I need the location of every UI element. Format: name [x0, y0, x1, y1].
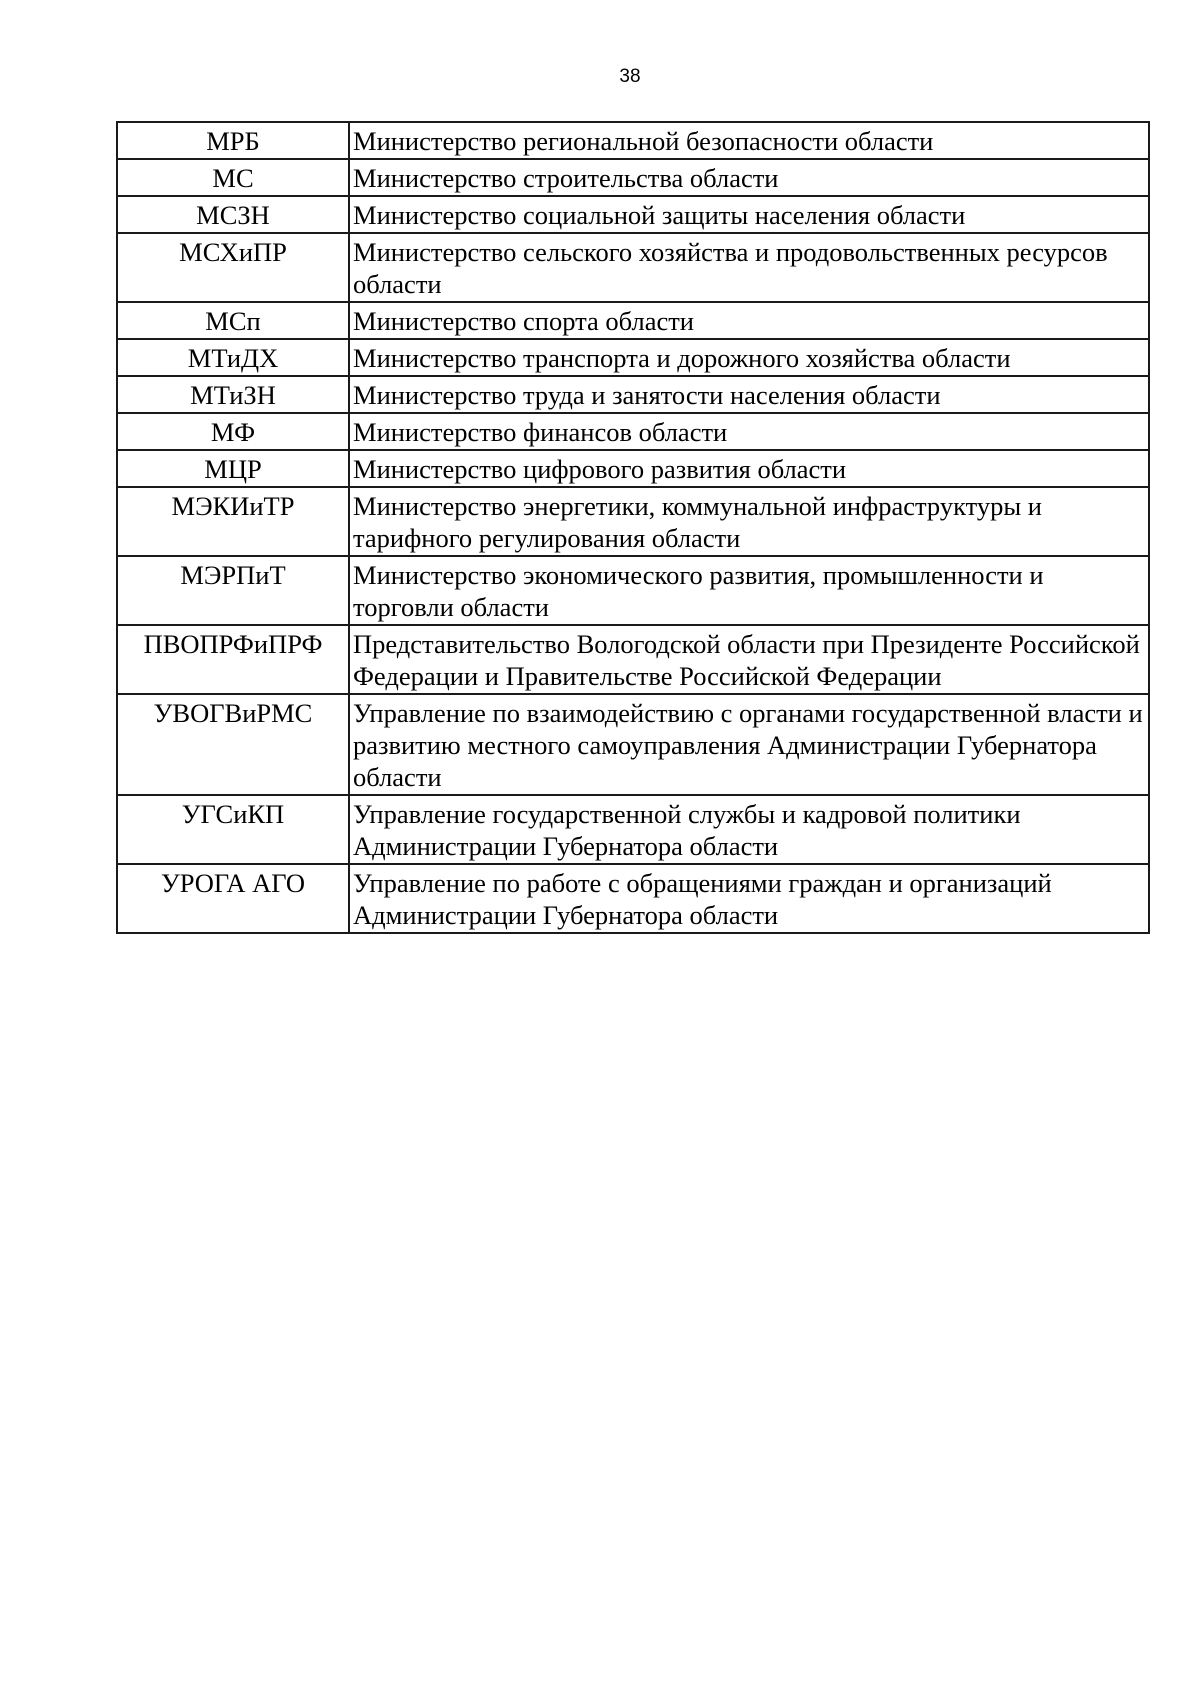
table-row [117, 302, 1149, 339]
abbreviation-cell: УВОГВиРМС [117, 694, 349, 795]
table-row [117, 233, 1149, 302]
full-name-cell: Министерство энергетики, коммунальной инфраструктуры и тарифного регулирования области [349, 487, 1149, 556]
page-number: 38 [619, 66, 641, 87]
abbreviation-cell: МЭРПиТ [117, 556, 349, 625]
full-name-cell: Министерство финансов области [349, 413, 1149, 450]
abbreviation-cell: МРБ [117, 122, 349, 159]
full-name-cell: Министерство цифрового развития области [349, 450, 1149, 487]
table-row [117, 450, 1149, 487]
table-row [117, 625, 1149, 694]
abbreviation-cell: УГСиКП [117, 795, 349, 864]
table-row [117, 864, 1149, 933]
table-row [117, 196, 1149, 233]
table-row [117, 122, 1149, 159]
full-name-cell: Управление государственной службы и кадровой политики Администрации Губернатора области [349, 795, 1149, 864]
abbreviation-cell: МСп [117, 302, 349, 339]
abbreviation-cell: МЭКИиТР [117, 487, 349, 556]
abbreviation-cell: МТиДХ [117, 339, 349, 376]
full-name-cell: Министерство сельского хозяйства и продовольственных ресурсов области [349, 233, 1149, 302]
abbreviation-cell: МСЗН [117, 196, 349, 233]
table-row [117, 487, 1149, 556]
abbreviations-table [116, 121, 1150, 934]
full-name-cell: Представительство Вологодской области при Президенте Российской Федерации и Правительстве Российской Федерации [349, 625, 1149, 694]
abbreviation-cell: ПВОПРФиПРФ [117, 625, 349, 694]
full-name-cell: Министерство региональной безопасности области [349, 122, 1149, 159]
full-name-cell: Министерство транспорта и дорожного хозяйства области [349, 339, 1149, 376]
full-name-cell: Управление по работе с обращениями граждан и организаций Администрации Губернатора области [349, 864, 1149, 933]
abbreviation-cell: МФ [117, 413, 349, 450]
full-name-cell: Министерство спорта области [349, 302, 1149, 339]
abbreviation-cell: МС [117, 159, 349, 196]
table-row [117, 339, 1149, 376]
full-name-cell: Управление по взаимодействию с органами государственной власти и развитию местного самоуправления Администрации Губернатора области [349, 694, 1149, 795]
table-row [117, 694, 1149, 795]
abbreviation-cell: УРОГА АГО [117, 864, 349, 933]
abbreviation-cell: МТиЗН [117, 376, 349, 413]
table-row [117, 556, 1149, 625]
full-name-cell: Министерство труда и занятости населения области [349, 376, 1149, 413]
full-name-cell: Министерство социальной защиты населения области [349, 196, 1149, 233]
table-row [117, 413, 1149, 450]
abbreviation-cell: МЦР [117, 450, 349, 487]
abbreviation-cell: МСХиПР [117, 233, 349, 302]
full-name-cell: Министерство строительства области [349, 159, 1149, 196]
table-row [117, 159, 1149, 196]
table-row [117, 376, 1149, 413]
full-name-cell: Министерство экономического развития, промышленности и торговли области [349, 556, 1149, 625]
table-row [117, 795, 1149, 864]
